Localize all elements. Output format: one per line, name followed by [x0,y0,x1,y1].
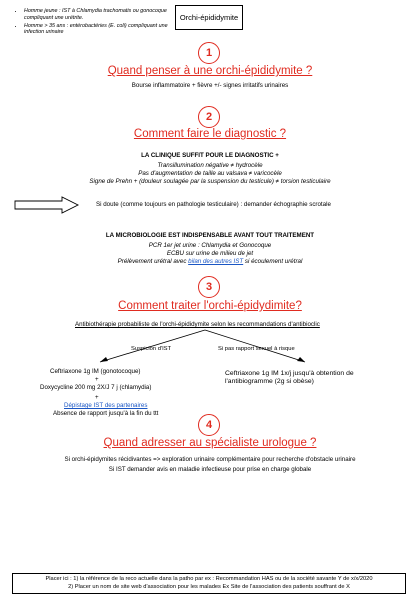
micro-line-3 [0,258,420,266]
right-branch-label: Si pas rapport sexuel à risque [218,346,295,352]
left-doxycycline: Doxycycline 200 mg 2X/J 7 j (chlamydia) [40,384,152,391]
partner-screening-link[interactable]: Dépistage IST des partenaires [64,402,148,409]
section-3-heading: Comment traiter l'orchi-épidydimite? [118,300,302,312]
ist-bilan-link[interactable]: bilan des autres IST [188,258,244,265]
left-no-sex: Absence de rapport jusqu'à la fin du ttt [53,410,159,417]
clinic-line-1: Transillumination négative ≠ hydrocèle [157,162,263,169]
treatment-branch-arrows-icon [60,328,360,368]
intro-list [14,8,174,37]
micro-line-3-pre: Prélèvement urétral avec [117,258,189,265]
left-branch-label: Suspicion d'IST [131,346,172,352]
doubt-text: Si doute (comme toujours en pathologie testiculaire) : demander échographie scrotale [96,201,331,208]
footer-box [12,573,406,594]
micro-line-1: PCR 1er jet urine : Chlamydia et Gonocoque [148,242,272,249]
section-4-line-1: Si orchi-épidymites récidivantes => exploration urinaire complémentaire pour recherche d'obstacle urinaire [64,456,356,463]
doubt-arrow-icon [14,196,80,214]
intro-item-young: • Homme jeune : IST à Chlamydia trachomatis ou gonocoque compliquant une urétrite. [24,8,174,21]
clinic-line-3: Signe de Prehn + (douleur soulagée par la suspension du testicule) ≠ torsion testiculaire [89,178,331,185]
section-4-line-2: Si IST demander avis en maladie infectieuse pour prise en charge globale [108,466,312,473]
section-3-number: 3 [198,276,220,298]
clinic-line-2: Pas d'augmentation de taille au valsava ≠ varicocèle [138,170,282,177]
micro-line-2: ECBU sur urine de milieu de jet [166,250,254,257]
title-box: Orchi-épididymite [175,5,243,30]
section-2-number: 2 [198,106,220,128]
micro-line-3-post: si écoulement urétral [243,258,303,265]
section-2-heading: Comment faire le diagnostic ? [133,128,287,140]
plus-1: + [95,376,99,383]
footer-line-2: 2) Placer un nom de site web d'association pour les malades Ex Site de l'association des patients souffrant de X [68,583,350,590]
section-4-number: 4 [198,414,220,436]
right-ceftriaxone-2: l'antibiogramme (2g si obèse) [225,378,314,385]
section-1-heading: Quand penser à une orchi-épididymite ? [107,65,313,77]
clinic-title: LA CLINIQUE SUFFIT POUR LE DIAGNOSTIC + [141,152,279,159]
plus-2: + [95,394,99,401]
treatment-intro: Antibiothérapie probabiliste de l'orchi-épididymite selon les recommandations d'antibioclic [75,321,320,328]
section-1-text: Bourse inflammatoire + fièvre +/- signes irritatifs urinaires [131,82,289,89]
section-1-number: 1 [198,42,220,64]
section-4-heading: Quand adresser au spécialiste urologue ? [103,437,317,449]
micro-title: LA MICROBIOLOGIE EST INDISPENSABLE AVANT TOUT TRAITEMENT [105,232,315,239]
intro-item-older: • Homme > 35 ans : entérobactéries (E. coli) compliquant une infection urinaire [24,23,174,36]
footer-line-1: Placer ici : 1) la référence de la reco actuelle dans la patho par ex : Recommandation HAS ou de la société savante Y de x/x/2020 [45,576,373,582]
left-ceftriaxone: Ceftriaxone 1g IM (gonotocoque) [50,368,141,375]
right-ceftriaxone-1: Ceftriaxone 1g IM 1x/j jusqu'à obtention de [225,370,354,377]
